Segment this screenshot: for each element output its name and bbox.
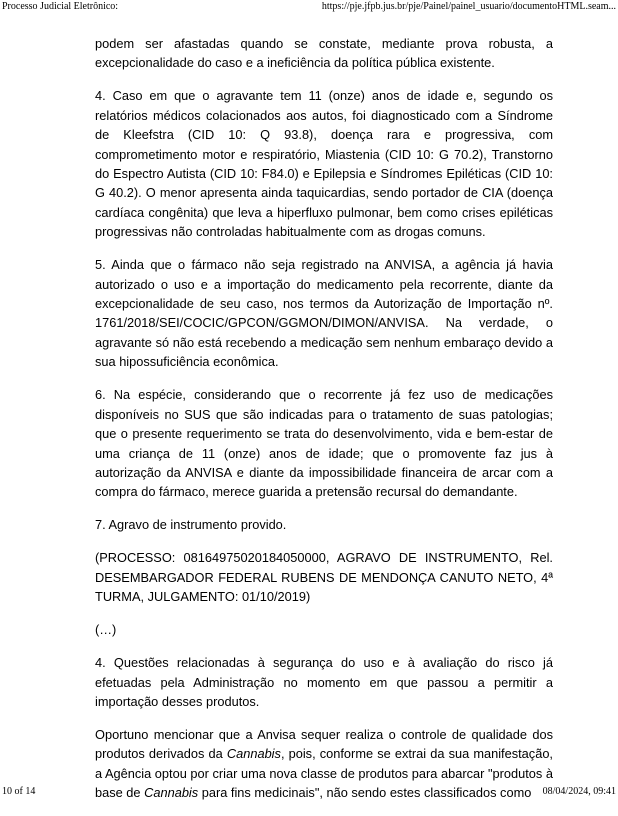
print-header — [0, 0, 618, 14]
print-datetime: 08/04/2024, 09:41 — [542, 786, 616, 797]
paragraph-8: 4. Questões relacionadas à segurança do uso e à avaliação do risco já efetuadas pela Administração no momento em que passou a permitir a importação desses produtos. — [95, 655, 553, 709]
paragraph-7: (…) — [95, 622, 117, 638]
paragraph-4: 6. Na espécie, considerando que o recorrente já fez uso de medicações disponíveis no SUS que são indicadas para o tratamento de suas patologias; que o presente requerimento se trata do desenvolvimento, vida e bem-estar de uma criança de 11 (onze) anos de idade; que o promovente faz jus à autorização da ANVISA e diante da impossibilidade financeira de arcar com a compra do fármaco, merece guarida a pretensão recursal do demandante. — [95, 387, 553, 500]
print-footer — [0, 786, 618, 800]
print-header-url: https://pje.jfpb.jus.br/pje/Painel/painel_usuario/documentoHTML.seam... — [321, 1, 616, 12]
page-number: 10 of 14 — [2, 786, 36, 797]
paragraph-5: 7. Agravo de instrumento provido. — [95, 517, 287, 533]
paragraph-9-part-1: Oportuno mencionar que a Anvisa sequer realiza o controle de qualidade dos produtos derivados da — [95, 726, 553, 762]
paragraph-9-part-3: para fins medicinais", não sendo estes classificados como — [198, 785, 532, 801]
paragraph-1: podem ser afastadas quando se constate, mediante prova robusta, a excepcionalidade do caso e a ineficiência da política pública existente. — [95, 36, 553, 71]
paragraph-9-italic-1: Cannabis — [226, 746, 281, 762]
paragraph-9-part-2: , pois, conforme se extrai da sua manifestação, a Agência optou por criar uma nova classe de produtos para abarcar "produtos à base de — [95, 746, 553, 801]
paragraph-9-italic-2: Cannabis — [144, 785, 199, 801]
paragraph-3: 5. Ainda que o fármaco não seja registrado na ANVISA, a agência já havia autorizado o uso e a importação do medicamento pela recorrente, diante da excepcionalidade de seu caso, nos termos da Autorização de Importação nº. 1761/2018/SEI/COCIC/GPCON/GGMON/DIMON/ANVISA. Na verdade, o agravante só não está recebendo a medicação sem nenhum embaraço devido a sua hipossuficiência econômica. — [95, 257, 553, 370]
paragraph-2: 4. Caso em que o agravante tem 11 (onze) anos de idade e, segundo os relatórios médicos colacionados aos autos, foi diagnosticado com a Síndrome de Kleefstra (CID 10: Q 93.8), doença rara e progressiva, com comprometimento motor e respiratório, Miastenia (CID 10: G 70.2), Transtorno do Espectro Autista (CID 10: F84.0) e Epilepsia e Síndromes Epiléticas (CID 10: G 40.2). O menor apresenta ainda taquicardias, sendo portador de CIA (doença cardíaca congênita) que leva a hiperfluxo pulmonar, bem como crises epiléticas progressivas não controladas habitualmente com as drogas comuns. — [95, 88, 553, 240]
print-header-title: Processo Judicial Eletrônico: — [2, 1, 119, 12]
document-body — [95, 34, 553, 816]
paragraph-6: (PROCESSO: 08164975020184050000, AGRAVO DE INSTRUMENTO, Rel. DESEMBARGADOR FEDERAL RUBENS DE MENDONÇA CANUTO NETO, 4ª TURMA, JULGAMENTO: 01/10/2019) — [95, 550, 553, 605]
